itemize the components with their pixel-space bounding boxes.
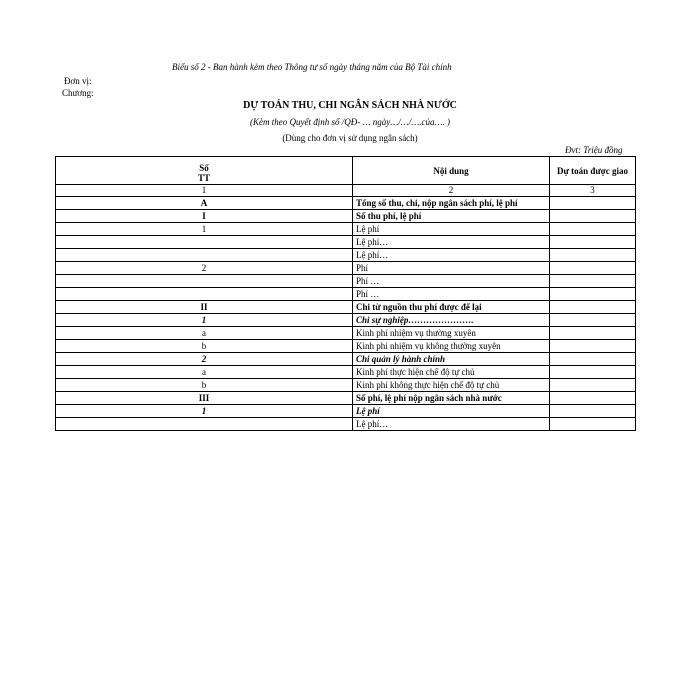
row-estimate xyxy=(550,340,636,353)
row-stt xyxy=(56,249,353,262)
usage-note: (Dùng cho đơn vị sử dụng ngân sách) xyxy=(282,133,418,143)
table-header-row xyxy=(56,157,636,185)
row-stt xyxy=(56,236,353,249)
table-row xyxy=(56,249,636,262)
row-stt: 1 xyxy=(56,223,353,236)
table-row xyxy=(56,340,636,353)
table-row xyxy=(56,327,636,340)
budget-table-body xyxy=(56,157,636,431)
row-stt: II xyxy=(56,301,353,314)
row-content: Kinh phí không thực hiện chế độ tự chủ xyxy=(353,379,550,392)
header-stt xyxy=(56,157,353,185)
row-content: Phí xyxy=(353,262,550,275)
row-stt xyxy=(56,275,353,288)
row-estimate xyxy=(550,236,636,249)
header-estimate: Dự toán được giao xyxy=(550,157,636,185)
row-content: Chi sự nghiệp…………………. xyxy=(353,314,550,327)
row-content: Số thu phí, lệ phí xyxy=(353,210,550,223)
row-estimate xyxy=(550,275,636,288)
row-estimate xyxy=(550,392,636,405)
row-content: Kinh phí thực hiện chế độ tự chủ xyxy=(353,366,550,379)
row-content: Lệ phí… xyxy=(353,418,550,431)
table-row xyxy=(56,301,636,314)
budget-table xyxy=(55,156,636,431)
row-stt: a xyxy=(56,327,353,340)
row-content: Lệ phí… xyxy=(353,249,550,262)
row-stt xyxy=(56,418,353,431)
row-stt: b xyxy=(56,379,353,392)
table-row xyxy=(56,379,636,392)
row-estimate xyxy=(550,353,636,366)
row-estimate xyxy=(550,249,636,262)
table-row xyxy=(56,223,636,236)
row-estimate xyxy=(550,223,636,236)
table-row xyxy=(56,418,636,431)
table-row xyxy=(56,405,636,418)
row-stt: 1 xyxy=(56,314,353,327)
column-number: 1 xyxy=(56,185,353,197)
row-content: Phí … xyxy=(353,288,550,301)
row-estimate xyxy=(550,366,636,379)
table-row xyxy=(56,288,636,301)
row-estimate xyxy=(550,210,636,223)
table-row xyxy=(56,392,636,405)
row-stt: a xyxy=(56,366,353,379)
table-row xyxy=(56,236,636,249)
row-content: Kinh phí nhiệm vụ không thường xuyên xyxy=(353,340,550,353)
row-estimate xyxy=(550,327,636,340)
row-content: Chi quản lý hành chính xyxy=(353,353,550,366)
row-content: Lệ phí xyxy=(353,223,550,236)
row-content: Tổng số thu, chi, nộp ngân sách phí, lệ phí xyxy=(353,197,550,210)
header-stt-line1: Số xyxy=(199,163,209,173)
row-content: Lệ phí… xyxy=(353,236,550,249)
row-content: Chi từ nguồn thu phí được để lại xyxy=(353,301,550,314)
column-number: 3 xyxy=(550,185,636,197)
row-stt: I xyxy=(56,210,353,223)
row-content: Lệ phí xyxy=(353,405,550,418)
document-title: DỰ TOÁN THU, CHI NGÂN SÁCH NHÀ NƯỚC xyxy=(243,100,457,111)
header-content: Nội dung xyxy=(353,157,550,185)
row-estimate xyxy=(550,301,636,314)
document-subtitle: (Kèm theo Quyết định số /QĐ- … ngày…/…/….của…. ) xyxy=(250,117,450,127)
header-note: Biểu số 2 - Ban hành kèm theo Thông tư số ngày tháng năm của Bộ Tài chính xyxy=(172,62,452,72)
table-row xyxy=(56,210,636,223)
row-stt: 2 xyxy=(56,262,353,275)
row-stt xyxy=(56,288,353,301)
row-estimate xyxy=(550,314,636,327)
unit-label: Đơn vị: xyxy=(64,76,92,86)
table-row xyxy=(56,262,636,275)
table-row xyxy=(56,366,636,379)
row-estimate xyxy=(550,379,636,392)
column-number-row xyxy=(56,185,636,197)
table-row xyxy=(56,197,636,210)
header-stt-line2: TT xyxy=(197,173,210,183)
table-row xyxy=(56,353,636,366)
row-content: Số phí, lệ phí nộp ngân sách nhà nước xyxy=(353,392,550,405)
row-estimate xyxy=(550,262,636,275)
row-stt: b xyxy=(56,340,353,353)
unit-of-measure: Đvt: Triệu đồng xyxy=(565,145,623,155)
row-estimate xyxy=(550,418,636,431)
table-row xyxy=(56,275,636,288)
row-estimate xyxy=(550,405,636,418)
table-row xyxy=(56,314,636,327)
row-estimate xyxy=(550,288,636,301)
row-stt: A xyxy=(56,197,353,210)
column-number: 2 xyxy=(353,185,550,197)
row-content: Kinh phí nhiệm vụ thường xuyên xyxy=(353,327,550,340)
row-estimate xyxy=(550,197,636,210)
row-stt: 1 xyxy=(56,405,353,418)
row-stt: 2 xyxy=(56,353,353,366)
row-stt: III xyxy=(56,392,353,405)
chapter-label: Chương: xyxy=(62,88,94,98)
row-content: Phí … xyxy=(353,275,550,288)
